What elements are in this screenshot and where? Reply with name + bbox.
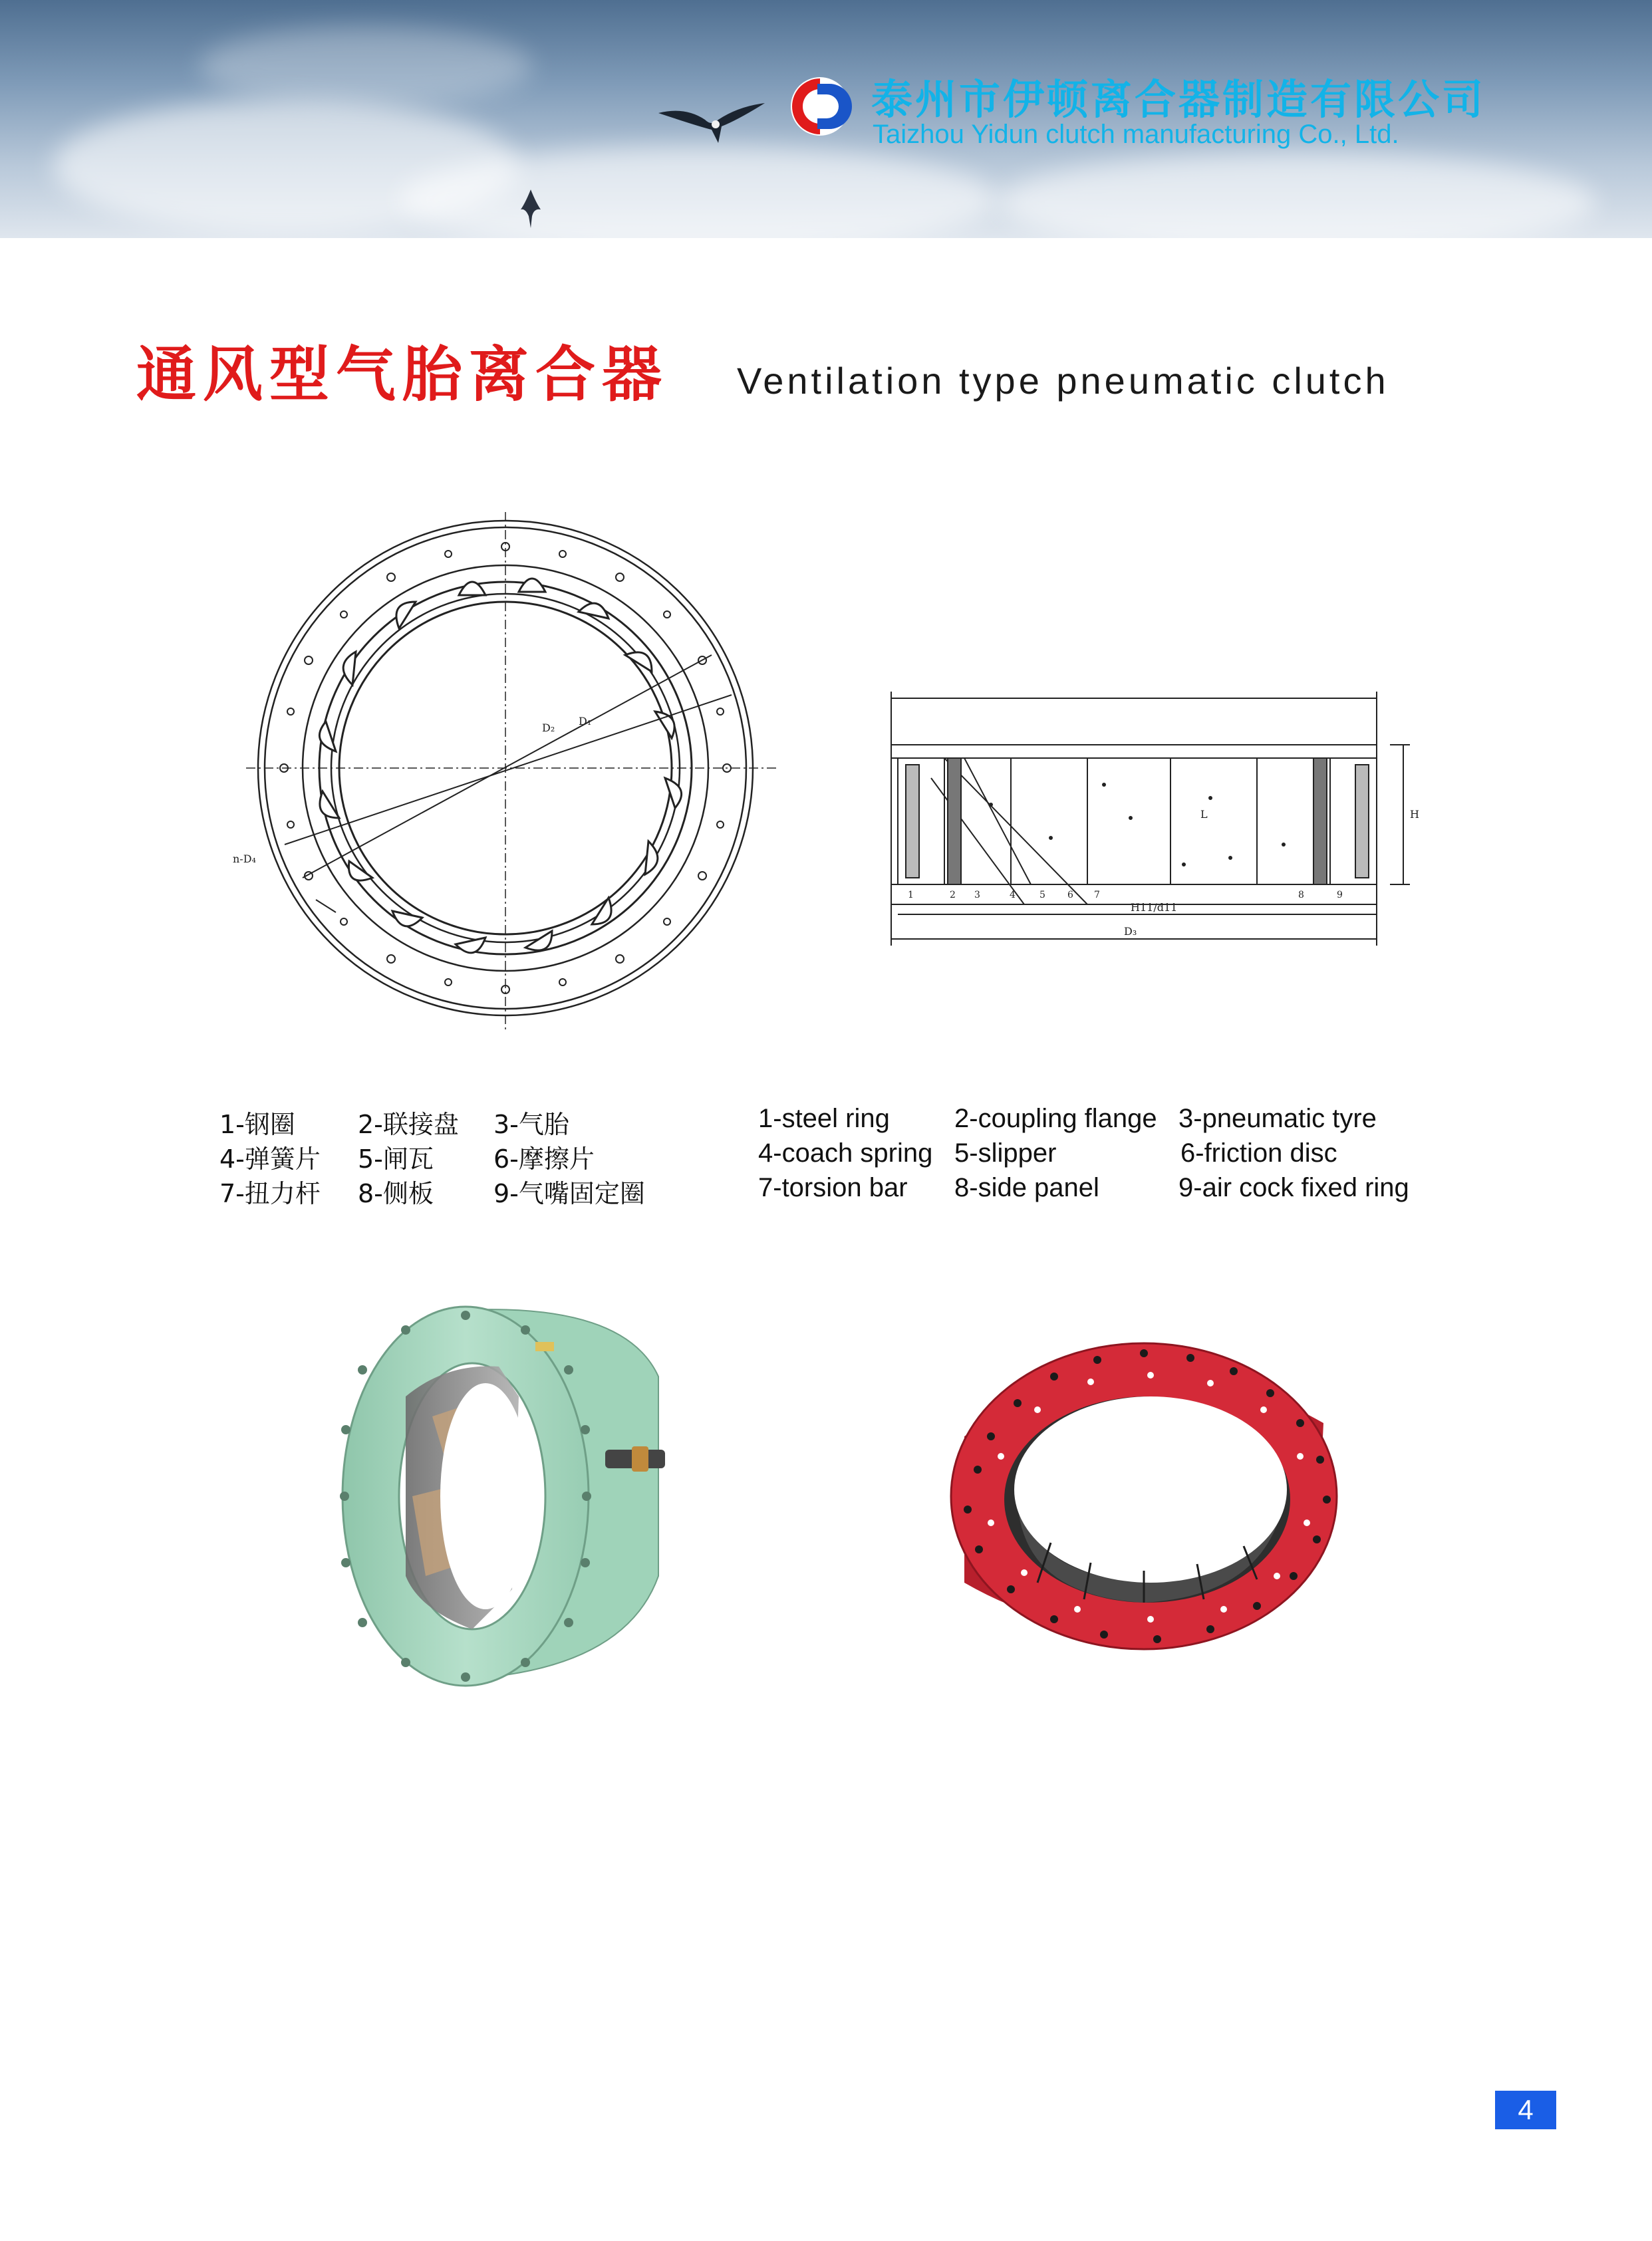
d1-label: D₁	[579, 715, 592, 727]
legend-item: 5-slipper	[954, 1138, 1057, 1168]
company-name-en: Taizhou Yidun clutch manufacturing Co., Ltd.	[873, 120, 1399, 149]
eagle-icon	[658, 100, 765, 146]
legend-item: 3-气胎	[493, 1110, 569, 1139]
legend-item: 9-air cock fixed ring	[1178, 1173, 1409, 1202]
company-name-cn: 泰州市伊顿离合器制造有限公司	[871, 75, 1486, 124]
yidun-logo-icon	[788, 74, 852, 138]
legend-item: 8-侧板	[358, 1179, 434, 1208]
legend-item: 1-钢圈	[219, 1110, 295, 1139]
part-number-9: 9	[1337, 890, 1343, 900]
legend-item: 4-coach spring	[758, 1138, 933, 1168]
page-title-cn: 通风型气胎离合器	[136, 340, 668, 410]
part-number-1: 1	[908, 890, 914, 900]
legend-item: 7-torsion bar	[758, 1173, 908, 1202]
legend-item: 8-side panel	[954, 1173, 1099, 1202]
legend-item: 5-闸瓦	[358, 1144, 434, 1174]
red-clutch-photo	[938, 1323, 1350, 1662]
legend-item: 3-pneumatic tyre	[1178, 1104, 1377, 1133]
d2-label: D₂	[542, 722, 555, 734]
legend-item: 9-气嘴固定圈	[493, 1179, 645, 1208]
part-number-8: 8	[1298, 890, 1304, 900]
part-number-2: 2	[950, 890, 956, 900]
legend-item: 2-联接盘	[358, 1110, 459, 1139]
fit-label: H11/d11	[1131, 901, 1178, 914]
part-number-5: 5	[1039, 890, 1045, 900]
legend-item: 2-coupling flange	[954, 1104, 1157, 1133]
header-banner	[0, 0, 1652, 238]
legend-item: 4-弹簧片	[219, 1144, 321, 1174]
page-number-badge: 4	[1495, 2091, 1556, 2129]
legend-item: 7-扭力杆	[219, 1179, 321, 1208]
legend-item: 6-friction disc	[1180, 1138, 1337, 1168]
legend-item: 1-steel ring	[758, 1104, 890, 1133]
part-number-7: 7	[1094, 890, 1100, 900]
part-number-4: 4	[1010, 890, 1016, 900]
front-view-drawing	[206, 505, 791, 1037]
green-clutch-photo	[313, 1297, 738, 1696]
h-label: H	[1410, 808, 1419, 821]
bird-small-icon	[517, 190, 544, 229]
part-number-3: 3	[974, 890, 980, 900]
d3-label: D₃	[1124, 925, 1137, 938]
legend-item: 6-摩擦片	[493, 1144, 595, 1174]
bolt-hole-label: n-D₄	[233, 853, 256, 865]
section-view-drawing	[878, 685, 1430, 964]
l-label: L	[1200, 808, 1208, 821]
page-title-en: Ventilation type pneumatic clutch	[737, 360, 1389, 402]
part-number-6: 6	[1067, 890, 1073, 900]
